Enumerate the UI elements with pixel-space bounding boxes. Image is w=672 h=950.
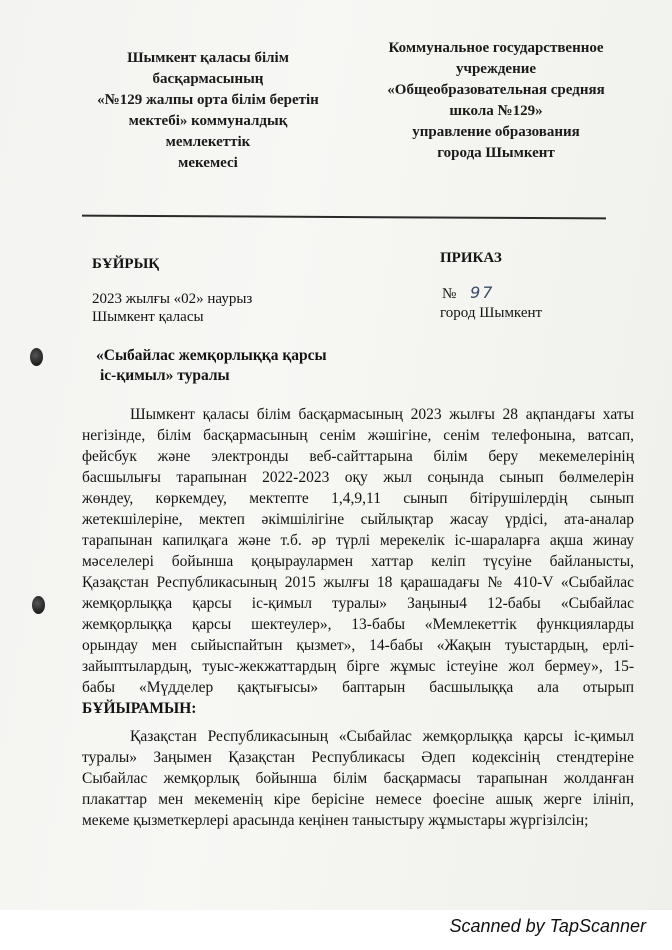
paragraph-line: зайыптылардың, туыс-жекжаттардың бірге жұмыс істеуіне жол бермеу», 15- xyxy=(82,658,634,675)
subject-line: «Сыбайлас жемқорлыққа қарсы xyxy=(96,347,327,364)
header-right-line: учреждение xyxy=(455,61,537,77)
paragraph-line: басшылығы тарапынан 2022-2023 оқу жыл соңында сынып бөлмелерін xyxy=(82,469,634,486)
title-ru: ПРИКАЗ xyxy=(440,250,502,266)
city-ru: город Шымкент xyxy=(440,305,543,321)
paragraph-line: орындау мен сыйыспайтын қызмет», 14-бабы «Жақын туыстардың, ерлі- xyxy=(82,637,634,654)
paragraph-line: жемқорлыққа қарсы іс-қимыл туралы» Заңыны4 12-бабы «Сыбайлас xyxy=(82,595,634,612)
header-right-line: управление образования xyxy=(412,124,580,140)
subject-line: іс-қимыл» туралы xyxy=(100,367,230,384)
header-divider xyxy=(82,215,606,220)
header-right-line: Коммунальное государственное xyxy=(388,40,604,56)
punch-hole-lower xyxy=(32,596,45,614)
header-right-line: «Общеобразовательная средняя xyxy=(387,82,605,98)
header-left-line: басқармасының xyxy=(152,71,264,87)
city-kz: Шымкент қаласы xyxy=(92,309,204,325)
order-number xyxy=(442,284,494,303)
number-handwritten: 97 xyxy=(470,283,495,302)
header-right-line: города Шымкент xyxy=(437,145,555,161)
paragraph-line: туралы» Заңымен Қазақстан Республикасы Әдеп кодексінің стендтеріне xyxy=(82,749,634,766)
paragraph-line: мекеме қызметкерлері арасында кеңінен таныстыру жұмыстары жүргізілсін; xyxy=(82,812,589,829)
paragraph-line: жетекшілеріне, мектеп әкімшілігіне сыйлықтар жасау үрдісі, ата-аналар xyxy=(82,511,634,528)
paragraph-line: жемқорлыққа қарсы шектеулер», 13-бабы «Мемлекеттік функцияларды xyxy=(82,616,634,633)
paragraph-line: Қазақстан Республикасының 2015 жылғы 18 қарашадағы № 410-V «Сыбайлас xyxy=(82,574,634,591)
paragraph-line: тарапынан капилқага және т.б. әр түрлі мерекелік іс-шараларға ақша жинау xyxy=(82,532,634,549)
paragraph-line: фейсбук және электронды веб-сайттарына білім беру мекемелерінің xyxy=(82,448,634,465)
paragraph-line: бабы «Мүдделер қақтығысы» баптарын басшылыққа ала отырып xyxy=(82,679,634,696)
number-sign: № xyxy=(442,286,457,302)
header-left-line: «№129 жалпы орта білім беретін xyxy=(97,92,319,108)
header-left-line: мемлекеттік xyxy=(165,134,251,150)
order-subject xyxy=(96,346,327,386)
header-left-line: Шымкент қаласы білім xyxy=(127,50,289,66)
paragraph-line: Қазақстан Республикасының «Сыбайлас жемқорлыққа қарсы іс-қимыл xyxy=(130,728,634,745)
header-left-kz xyxy=(92,48,324,174)
title-kz: БҰЙРЫҚ xyxy=(92,256,160,272)
paragraph-line: жөндеу, көркемдеу, мектепте 1,4,9,11 сынып бітірушілердің сынып xyxy=(82,490,634,507)
paragraph-line: Сыбайлас жемқорлық бойынша білім басқармасы тарапынан жолданған xyxy=(82,770,634,787)
paragraph-directive xyxy=(82,726,634,831)
paragraph-line: негізінде, білім басқармасының сенім жәшігіне, сенім телефонына, ватсап, xyxy=(82,427,634,444)
order-word: БҰЙЫРАМЫН: xyxy=(82,700,197,717)
header-left-line: мектебі» коммуналдық xyxy=(128,113,288,129)
scanner-watermark: Scanned by TapScanner xyxy=(449,916,646,936)
order-date: 2023 жылғы «02» наурыз xyxy=(92,291,253,307)
paragraph-line: плакаттар мен мекеменің кіре берісіне немесе фоесіне ашық жерге ілініп, xyxy=(82,791,634,808)
header-right-line: школа №129» xyxy=(449,103,543,119)
paragraph-line: мәселелері бойынша қоңыраулармен хаттар келіп түсуіне байланысты, xyxy=(82,553,634,570)
paragraph-line: Шымкент қаласы білім басқармасының 2023 жылғы 28 ақпандағы хаты xyxy=(130,406,634,423)
header-left-line: мекемесі xyxy=(178,155,238,171)
paragraph-main xyxy=(82,404,634,719)
header-right-ru xyxy=(362,38,630,164)
punch-hole-upper xyxy=(30,348,43,366)
